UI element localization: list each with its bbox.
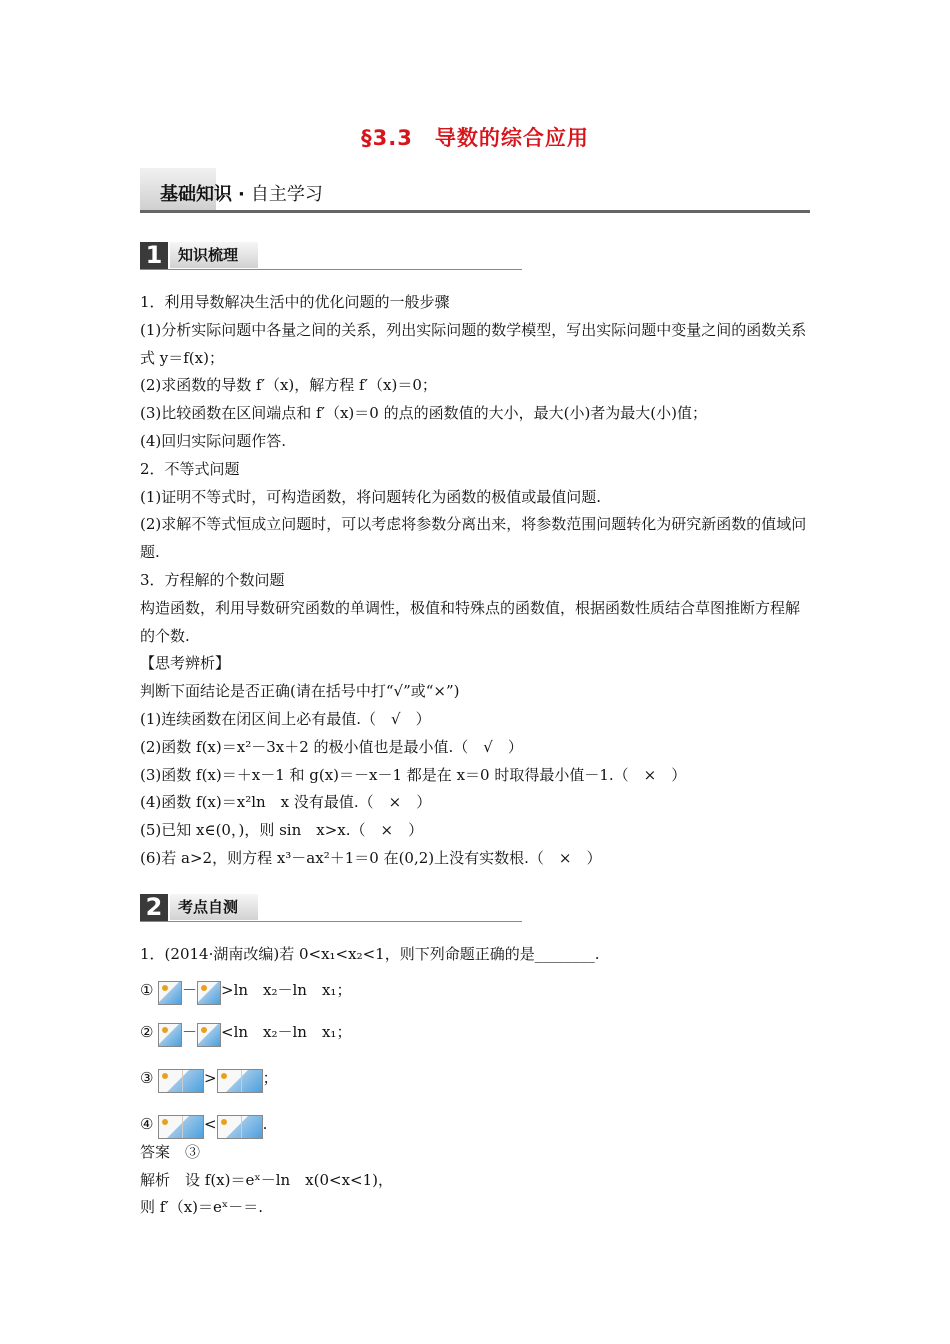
text-line: 判断下面结论是否正确(请在括号中打“√”或“×”) <box>140 682 460 701</box>
option-operator: < <box>204 1115 217 1133</box>
subsection-number: 1 <box>140 242 168 269</box>
text-line: (3)函数 f(x)＝＋x－1 和 g(x)＝－x－1 都是在 x＝0 时取得最小值－1.（ × ） <box>140 765 687 784</box>
text-line: 2．不等式问题 <box>140 459 240 478</box>
derivative-line: 则 f′（x)＝eˣ－＝. <box>140 1198 264 1217</box>
text-line: (4)回归实际问题作答. <box>140 431 287 450</box>
subsection-number: 2 <box>140 894 168 921</box>
subsection-label: 知识梳理 <box>170 242 258 268</box>
section-header <box>140 168 810 213</box>
exercise-content <box>140 941 812 1222</box>
formula-image-icon <box>197 981 221 1005</box>
analysis-line: 解析 设 f(x)＝eˣ－ln x(0<x<1)， <box>140 1170 394 1189</box>
option-mark: ② <box>140 1023 154 1041</box>
section-separator: · <box>238 184 245 205</box>
text-line: (6)若 a>2，则方程 x³－ax²＋1＝0 在(0,2)上没有实数根.（ × ） <box>140 848 602 867</box>
option-row <box>140 969 812 1005</box>
section-main-label: 基础知识 <box>160 184 232 205</box>
option-row <box>140 1005 812 1047</box>
subsection-knowledge <box>140 241 522 271</box>
section-divider <box>140 210 810 213</box>
formula-image-icon <box>217 1069 263 1093</box>
formula-image-icon <box>158 981 182 1005</box>
subsection-label: 考点自测 <box>170 894 258 920</box>
option-tail: . <box>262 1115 268 1133</box>
text-line: 构造函数，利用导数研究函数的单调性，极值和特殊点的函数值，根据函数性质结合草图推断方程解的个数. <box>140 598 801 645</box>
text-line: (3)比较函数在区间端点和 f′（x)＝0 的点的函数值的大小，最大(小)者为最大(小)值； <box>140 404 708 423</box>
option-tail: <ln x₂－ln x₁； <box>221 1023 352 1041</box>
option-mark: ③ <box>140 1069 154 1087</box>
subsection-underline <box>140 269 522 270</box>
option-mark: ④ <box>140 1115 154 1133</box>
subsection-underline <box>140 921 522 922</box>
answer-line: 答案 ③ <box>140 1142 201 1161</box>
section-sub-label: 自主学习 <box>250 184 323 205</box>
formula-image-icon <box>158 1115 204 1139</box>
option-operator: － <box>182 1023 198 1041</box>
text-line: (5)已知 x∈(0，)，则 sin x>x.（ × ） <box>140 821 424 840</box>
text-line: (2)求函数的导数 f′（x)，解方程 f′（x)＝0； <box>140 376 437 395</box>
subsection-self-test <box>140 893 522 923</box>
text-line: (2)求解不等式恒成立问题时，可以考虑将参数分离出来，将参数范围问题转化为研究新函数的值域问题. <box>140 515 807 562</box>
option-operator: － <box>182 981 198 999</box>
formula-image-icon <box>197 1023 221 1047</box>
text-line: (1)证明不等式时，可构造函数，将问题转化为函数的极值或最值问题. <box>140 487 602 506</box>
text-line: 1．利用导数解决生活中的优化问题的一般步骤 <box>140 293 450 311</box>
option-tail: ； <box>262 1069 278 1087</box>
text-line: (4)函数 f(x)＝x²ln x 没有最值.（ × ） <box>140 793 432 812</box>
option-row <box>140 1093 812 1139</box>
option-row <box>140 1047 812 1093</box>
formula-image-icon <box>158 1069 204 1093</box>
text-line: (1)连续函数在闭区间上必有最值.（ √ ） <box>140 709 431 728</box>
formula-image-icon <box>158 1023 182 1047</box>
text-line: 【思考辨析】 <box>140 654 231 673</box>
page-title: §3.3 导数的综合应用 <box>361 126 589 150</box>
option-mark: ① <box>140 981 154 999</box>
option-tail: >ln x₂－ln x₁； <box>221 981 352 999</box>
formula-image-icon <box>217 1115 263 1139</box>
exercise-stem: 1．(2014·湖南改编)若 0<x₁<x₂<1，则下列命题正确的是________. <box>140 945 600 963</box>
section-label <box>160 180 323 206</box>
text-line: (2)函数 f(x)＝x²－3x＋2 的极小值也是最小值.（ √ ） <box>140 737 523 756</box>
text-line: 3．方程解的个数问题 <box>140 570 285 589</box>
text-line: (1)分析实际问题中各量之间的关系，列出实际问题的数学模型，写出实际问题中变量之间的函数关系式 y＝f(x)； <box>140 320 807 367</box>
option-operator: > <box>204 1069 217 1087</box>
knowledge-content <box>140 289 812 873</box>
